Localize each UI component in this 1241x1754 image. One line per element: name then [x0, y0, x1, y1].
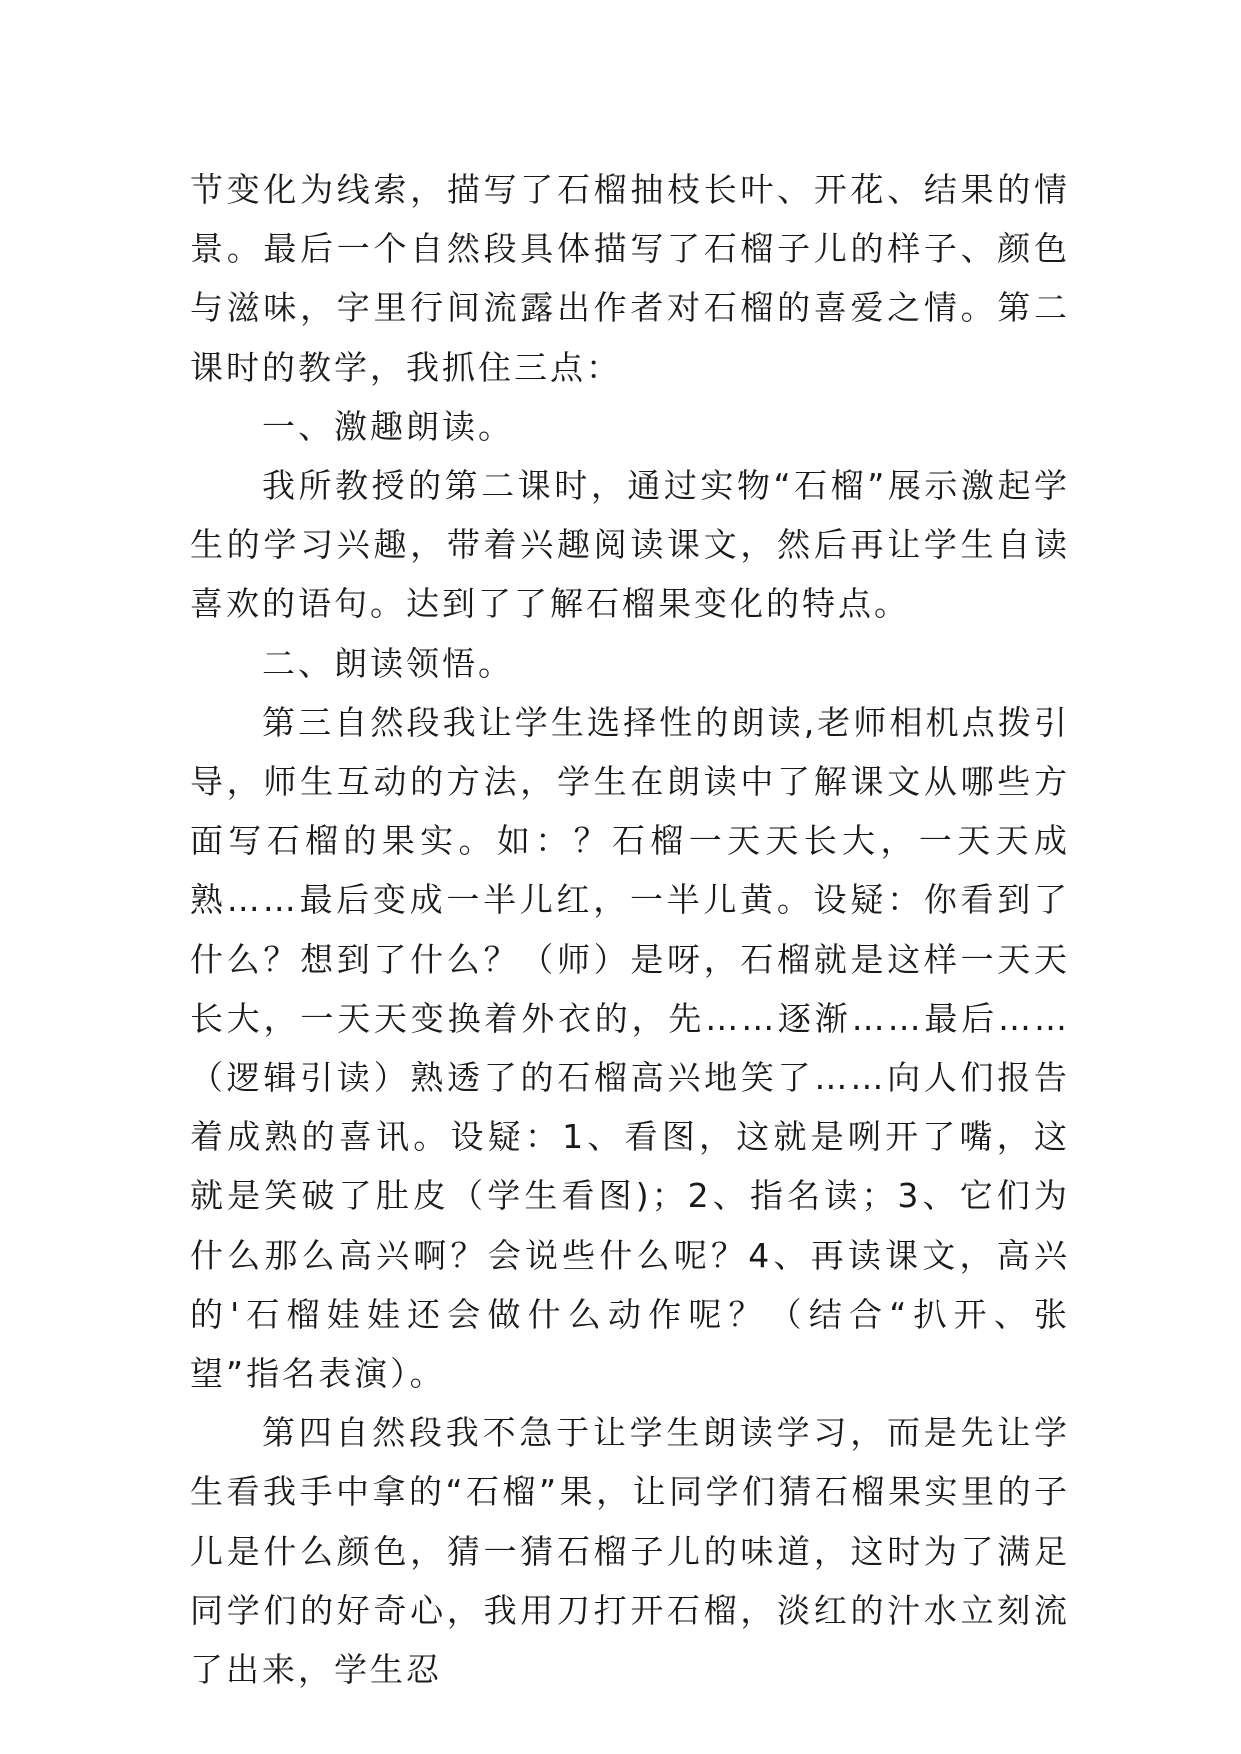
- paragraph-interest-reading: 我所教授的第二课时，通过实物“石榴”展示激起学生的学习兴趣，带着兴趣阅读课文，然后再让学生自读喜欢的语句。达到了了解石榴果变化的特点。: [190, 466, 1070, 624]
- paragraph-fourth-section: 第四自然段我不急于让学生朗读学习，而是先让学生看我手中拿的“石榴”果，让同学们猜石榴果实里的子儿是什么颜色，猜一猜石榴子儿的味道，这时为了满足同学们的好奇心，我用刀打开石榴，淡红的汁水立刻流了出来，学生忍: [190, 1413, 1070, 1690]
- paragraph-continued: 节变化为线索，描写了石榴抽枝长叶、开花、结果的情景。最后一个自然段具体描写了石榴子儿的样子、颜色与滋味，字里行间流露出作者对石榴的喜爱之情。第二课时的教学，我抓住三点：: [190, 170, 1070, 387]
- heading-reading-comprehension: 二、朗读领悟。: [262, 643, 514, 683]
- document-body: [190, 160, 1070, 1699]
- heading-interest-reading: 一、激趣朗读。: [262, 406, 514, 446]
- paragraph-third-section: 第三自然段我让学生选择性的朗读,老师相机点拨引导，师生互动的方法，学生在朗读中了解课文从哪些方面写石榴的果实。如：？石榴一天天长大，一天天成熟……最后变成一半儿红，一半儿黄。设疑：你看到了什么？想到了什么？（师）是呀，石榴就是这样一天天长大，一天天变换着外衣的，先……逐渐……最后……（逻辑引读）熟透了的石榴高兴地笑了……向人们报告着成熟的喜讯。设疑：1、看图，这就是咧开了嘴，这就是笑破了肚皮（学生看图)；2、指名读；3、它们为什么那么高兴啊？会说些什么呢？4、再读课文，高兴的'石榴娃娃还会做什么动作呢？（结合“扒开、张望”指名表演）。: [190, 702, 1070, 1394]
